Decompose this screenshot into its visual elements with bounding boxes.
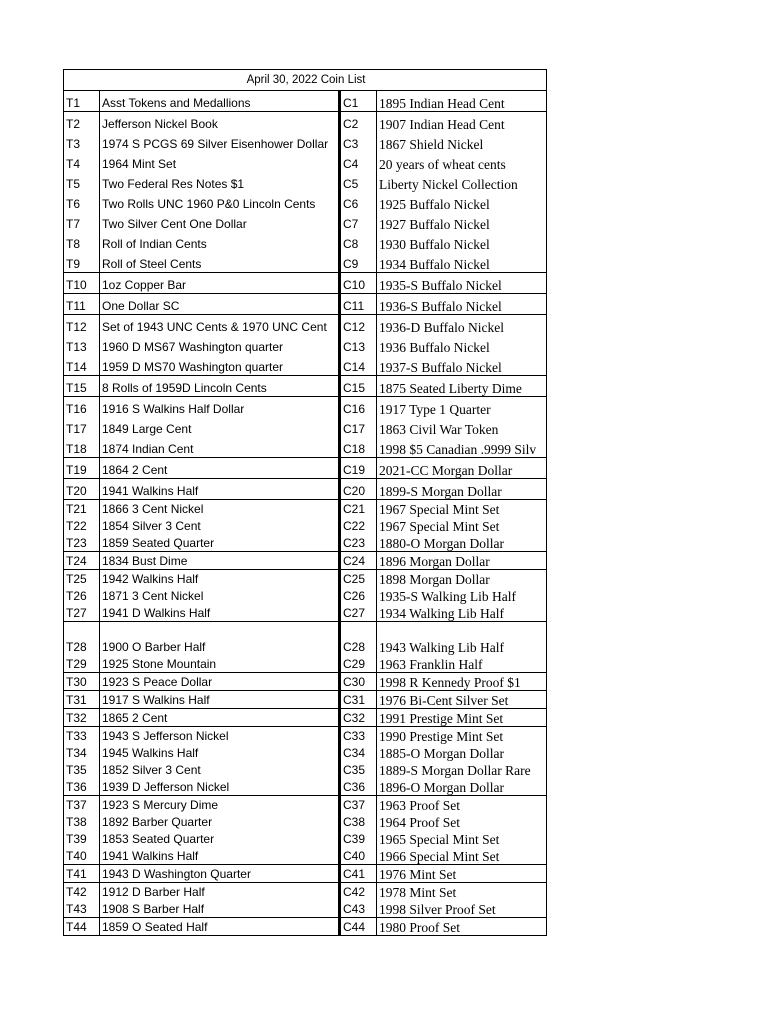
c-item-code: C39 <box>340 830 377 847</box>
t-item-code: T34 <box>64 744 100 761</box>
t-item-description: Two Federal Res Notes $1 <box>102 177 245 191</box>
table-row <box>64 813 547 830</box>
t-item-description: 1942 Walkins Half <box>102 572 199 586</box>
t-item-description: 1853 Seated Quarter <box>102 832 215 846</box>
c-item-description: 1967 Special Mint Set <box>379 502 500 517</box>
table-row <box>64 437 547 458</box>
c-item-code: C34 <box>340 744 377 761</box>
t-item-description: 1865 2 Cent <box>100 709 340 727</box>
table-row <box>64 761 547 778</box>
t-item-code: T9 <box>64 252 100 273</box>
table-row <box>64 622 547 656</box>
c-item-code: C31 <box>340 691 377 709</box>
t-item-code: T11 <box>64 294 100 315</box>
t-item-description: 1916 S Walkins Half Dollar <box>102 402 245 416</box>
t-item-description: 1900 O Barber Half <box>102 640 206 654</box>
t-item-description: Roll of Steel Cents <box>100 252 340 273</box>
c-item-description: 1998 Silver Proof Set <box>377 900 547 918</box>
c-item-code: C3 <box>340 132 377 152</box>
c-item-code: C29 <box>340 655 377 673</box>
t-item-code: T2 <box>64 112 100 133</box>
t-item-description: Two Rolls UNC 1960 P&0 Lincoln Cents <box>102 197 316 211</box>
t-item-description: Set of 1943 UNC Cents & 1970 UNC Cent <box>102 320 327 334</box>
c-item-code: C37 <box>340 796 377 814</box>
table-row <box>64 778 547 796</box>
c-item-description: 1998 $5 Canadian .9999 Silv <box>377 437 547 458</box>
c-item-description: 1867 Shield Nickel <box>379 137 484 152</box>
t-item-code: T26 <box>64 587 100 604</box>
t-item-code: T41 <box>64 865 100 883</box>
t-item-description: 1859 Seated Quarter <box>100 534 340 552</box>
coin-list-table <box>63 69 547 936</box>
t-item-description: 1943 S Jefferson Nickel <box>102 729 229 743</box>
table-row <box>64 252 547 273</box>
c-item-code: C32 <box>340 709 377 727</box>
c-item-code: C44 <box>340 918 377 936</box>
c-item-code: C11 <box>340 294 377 315</box>
c-item-code: C28 <box>340 622 377 656</box>
t-item-description: 1917 S Walkins Half <box>100 691 340 709</box>
t-item-code: T7 <box>64 212 100 232</box>
table-row <box>64 552 547 570</box>
c-item-description: 20 years of wheat cents <box>379 157 506 172</box>
c-item-description: 1917 Type 1 Quarter <box>379 402 491 417</box>
page-title: April 30, 2022 Coin List <box>64 70 547 91</box>
c-item-code: C33 <box>340 727 377 745</box>
c-item-code: C8 <box>340 232 377 252</box>
t-item-description: 8 Rolls of 1959D Lincoln Cents <box>100 376 340 397</box>
c-item-description: 1895 Indian Head Cent <box>377 91 547 112</box>
c-item-description: 1936-D Buffalo Nickel <box>379 320 504 335</box>
c-item-code: C36 <box>340 778 377 796</box>
c-item-code: C42 <box>340 883 377 901</box>
c-item-code: C13 <box>340 335 377 355</box>
c-item-description: 1943 Walking Lib Half <box>379 640 505 655</box>
t-item-description: 1959 D MS70 Washington quarter <box>100 355 340 376</box>
t-item-code: T6 <box>64 192 100 212</box>
t-item-code: T42 <box>64 883 100 901</box>
c-item-description: 1976 Mint Set <box>377 865 547 883</box>
c-item-code: C21 <box>340 500 377 518</box>
c-item-description: 1978 Mint Set <box>379 885 457 900</box>
table-row <box>64 417 547 437</box>
t-item-code: T36 <box>64 778 100 796</box>
c-item-description: 1925 Buffalo Nickel <box>379 197 490 212</box>
t-item-description: Jefferson Nickel Book <box>102 117 218 131</box>
table-row <box>64 744 547 761</box>
c-item-code: C30 <box>340 673 377 691</box>
c-item-code: C10 <box>340 273 377 294</box>
c-item-description: 1896 Morgan Dollar <box>377 552 547 570</box>
t-item-code: T21 <box>64 500 100 518</box>
table-row <box>64 918 547 936</box>
c-item-code: C2 <box>340 112 377 133</box>
c-item-description: 1998 R Kennedy Proof $1 <box>377 673 547 691</box>
c-item-description: 1930 Buffalo Nickel <box>379 237 490 252</box>
t-item-code: T22 <box>64 517 100 534</box>
table-row <box>64 212 547 232</box>
table-row <box>64 587 547 604</box>
t-item-description: 1908 S Barber Half <box>100 900 340 918</box>
t-item-code: T8 <box>64 232 100 252</box>
t-item-description: 1945 Walkins Half <box>102 746 199 760</box>
t-item-code: T20 <box>64 479 100 500</box>
c-item-description: 1935-S Walking Lib Half <box>379 589 517 604</box>
t-item-code: T39 <box>64 830 100 847</box>
table-row <box>64 315 547 336</box>
t-item-description: 1941 Walkins Half <box>100 479 340 500</box>
t-item-code: T17 <box>64 417 100 437</box>
t-item-code: T10 <box>64 273 100 294</box>
c-item-code: C9 <box>340 252 377 273</box>
t-item-code: T13 <box>64 335 100 355</box>
t-item-description: Asst Tokens and Medallions <box>100 91 340 112</box>
t-item-code: T4 <box>64 152 100 172</box>
c-item-description: 1980 Proof Set <box>377 918 547 936</box>
t-item-code: T29 <box>64 655 100 673</box>
c-item-code: C25 <box>340 570 377 588</box>
t-item-code: T16 <box>64 397 100 418</box>
table-row <box>64 709 547 727</box>
t-item-description: 1941 Walkins Half <box>100 847 340 865</box>
t-item-description: 1960 D MS67 Washington quarter <box>102 340 283 354</box>
table-row <box>64 847 547 865</box>
t-item-description: 1859 O Seated Half <box>100 918 340 936</box>
c-item-code: C7 <box>340 212 377 232</box>
c-item-code: C15 <box>340 376 377 397</box>
table-row <box>64 192 547 212</box>
table-row <box>64 534 547 552</box>
t-item-code: T23 <box>64 534 100 552</box>
c-item-description: 1898 Morgan Dollar <box>379 572 490 587</box>
t-item-description: 1964 Mint Set <box>102 157 177 171</box>
t-item-code: T25 <box>64 570 100 588</box>
t-item-code: T37 <box>64 796 100 814</box>
t-item-code: T5 <box>64 172 100 192</box>
c-item-description: 1964 Proof Set <box>379 815 460 830</box>
c-item-description: 1937-S Buffalo Nickel <box>377 355 547 376</box>
c-item-description: Liberty Nickel Collection <box>379 177 518 192</box>
c-item-description: 1934 Walking Lib Half <box>377 604 547 622</box>
c-item-description: 1907 Indian Head Cent <box>379 117 505 132</box>
table-row <box>64 172 547 192</box>
t-item-code: T19 <box>64 458 100 479</box>
t-item-code: T43 <box>64 900 100 918</box>
table-row <box>64 865 547 883</box>
c-item-code: C19 <box>340 458 377 479</box>
table-row <box>64 883 547 901</box>
t-item-description: 1871 3 Cent Nickel <box>102 589 204 603</box>
c-item-description: 1976 Bi-Cent Silver Set <box>377 691 547 709</box>
t-item-code: T38 <box>64 813 100 830</box>
table-row <box>64 273 547 294</box>
table-row <box>64 517 547 534</box>
title-row <box>64 70 547 91</box>
table-row <box>64 830 547 847</box>
c-item-description: 1875 Seated Liberty Dime <box>377 376 547 397</box>
t-item-code: T1 <box>64 91 100 112</box>
t-item-description: 1852 Silver 3 Cent <box>102 763 201 777</box>
c-item-description: 1896-O Morgan Dollar <box>377 778 547 796</box>
t-item-description: 1923 S Mercury Dime <box>102 798 219 812</box>
c-item-code: C38 <box>340 813 377 830</box>
table-row <box>64 397 547 418</box>
t-item-description: One Dollar SC <box>100 294 340 315</box>
t-item-code: T44 <box>64 918 100 936</box>
c-item-code: C41 <box>340 865 377 883</box>
table-row <box>64 479 547 500</box>
t-item-code: T27 <box>64 604 100 622</box>
c-item-description: 1889-S Morgan Dollar Rare <box>379 763 531 778</box>
t-item-description: 1834 Bust Dime <box>100 552 340 570</box>
c-item-code: C20 <box>340 479 377 500</box>
t-item-code: T28 <box>64 622 100 656</box>
table-row <box>64 132 547 152</box>
table-row <box>64 458 547 479</box>
c-item-description: 1967 Special Mint Set <box>379 519 500 534</box>
c-item-description: 1963 Proof Set <box>379 798 460 813</box>
table-row <box>64 152 547 172</box>
t-item-description: 1923 S Peace Dollar <box>100 673 340 691</box>
t-item-code: T15 <box>64 376 100 397</box>
t-item-description: 1925 Stone Mountain <box>100 655 340 673</box>
table-row <box>64 335 547 355</box>
t-item-description: 1874 Indian Cent <box>100 437 340 458</box>
c-item-code: C26 <box>340 587 377 604</box>
table-row <box>64 900 547 918</box>
c-item-description: 1936 Buffalo Nickel <box>379 340 490 355</box>
t-item-description: 1849 Large Cent <box>102 422 192 436</box>
c-item-description: 1935-S Buffalo Nickel <box>377 273 547 294</box>
c-item-code: C17 <box>340 417 377 437</box>
c-item-description: 1990 Prestige Mint Set <box>379 729 504 744</box>
c-item-code: C16 <box>340 397 377 418</box>
table-row <box>64 112 547 133</box>
t-item-description: 1943 D Washington Quarter <box>100 865 340 883</box>
t-item-code: T12 <box>64 315 100 336</box>
table-row <box>64 232 547 252</box>
table-row <box>64 604 547 622</box>
c-item-code: C40 <box>340 847 377 865</box>
c-item-description: 1991 Prestige Mint Set <box>377 709 547 727</box>
c-item-description: 1966 Special Mint Set <box>377 847 547 865</box>
c-item-description: 1880-O Morgan Dollar <box>377 534 547 552</box>
c-item-description: 1863 Civil War Token <box>379 422 499 437</box>
t-item-description: 1941 D Walkins Half <box>100 604 340 622</box>
t-item-description: 1866 3 Cent Nickel <box>102 502 204 516</box>
t-item-description: 1864 2 Cent <box>100 458 340 479</box>
c-item-description: 1934 Buffalo Nickel <box>377 252 547 273</box>
c-item-code: C6 <box>340 192 377 212</box>
table-row <box>64 91 547 112</box>
t-item-code: T18 <box>64 437 100 458</box>
c-item-code: C23 <box>340 534 377 552</box>
c-item-code: C27 <box>340 604 377 622</box>
c-item-code: C1 <box>340 91 377 112</box>
t-item-code: T33 <box>64 727 100 745</box>
table-row <box>64 673 547 691</box>
t-item-code: T40 <box>64 847 100 865</box>
table-row <box>64 376 547 397</box>
c-item-code: C35 <box>340 761 377 778</box>
table-row <box>64 796 547 814</box>
c-item-code: C14 <box>340 355 377 376</box>
c-item-code: C43 <box>340 900 377 918</box>
c-item-description: 1963 Franklin Half <box>377 655 547 673</box>
t-item-description: 1912 D Barber Half <box>102 885 205 899</box>
t-item-description: 1854 Silver 3 Cent <box>102 519 201 533</box>
t-item-code: T24 <box>64 552 100 570</box>
t-item-description: Two Silver Cent One Dollar <box>102 217 247 231</box>
table-row <box>64 294 547 315</box>
c-item-description: 1927 Buffalo Nickel <box>379 217 490 232</box>
c-item-code: C22 <box>340 517 377 534</box>
t-item-code: T31 <box>64 691 100 709</box>
c-item-description: 1885-O Morgan Dollar <box>379 746 504 761</box>
table-row <box>64 727 547 745</box>
c-item-code: C18 <box>340 437 377 458</box>
table-row <box>64 691 547 709</box>
t-item-code: T30 <box>64 673 100 691</box>
table-row <box>64 570 547 588</box>
t-item-code: T35 <box>64 761 100 778</box>
t-item-description: Roll of Indian Cents <box>102 237 207 251</box>
c-item-description: 1936-S Buffalo Nickel <box>377 294 547 315</box>
c-item-description: 1899-S Morgan Dollar <box>377 479 547 500</box>
c-item-code: C12 <box>340 315 377 336</box>
t-item-description: 1939 D Jefferson Nickel <box>100 778 340 796</box>
t-item-description: 1892 Barber Quarter <box>102 815 213 829</box>
t-item-code: T14 <box>64 355 100 376</box>
c-item-code: C5 <box>340 172 377 192</box>
c-item-description: 2021-CC Morgan Dollar <box>377 458 547 479</box>
table-row <box>64 500 547 518</box>
table-row <box>64 355 547 376</box>
t-item-code: T32 <box>64 709 100 727</box>
t-item-description: 1oz Copper Bar <box>100 273 340 294</box>
t-item-code: T3 <box>64 132 100 152</box>
t-item-description: 1974 S PCGS 69 Silver Eisenhower Dollar <box>102 137 329 151</box>
table-row <box>64 655 547 673</box>
c-item-code: C24 <box>340 552 377 570</box>
c-item-code: C4 <box>340 152 377 172</box>
c-item-description: 1965 Special Mint Set <box>379 832 500 847</box>
